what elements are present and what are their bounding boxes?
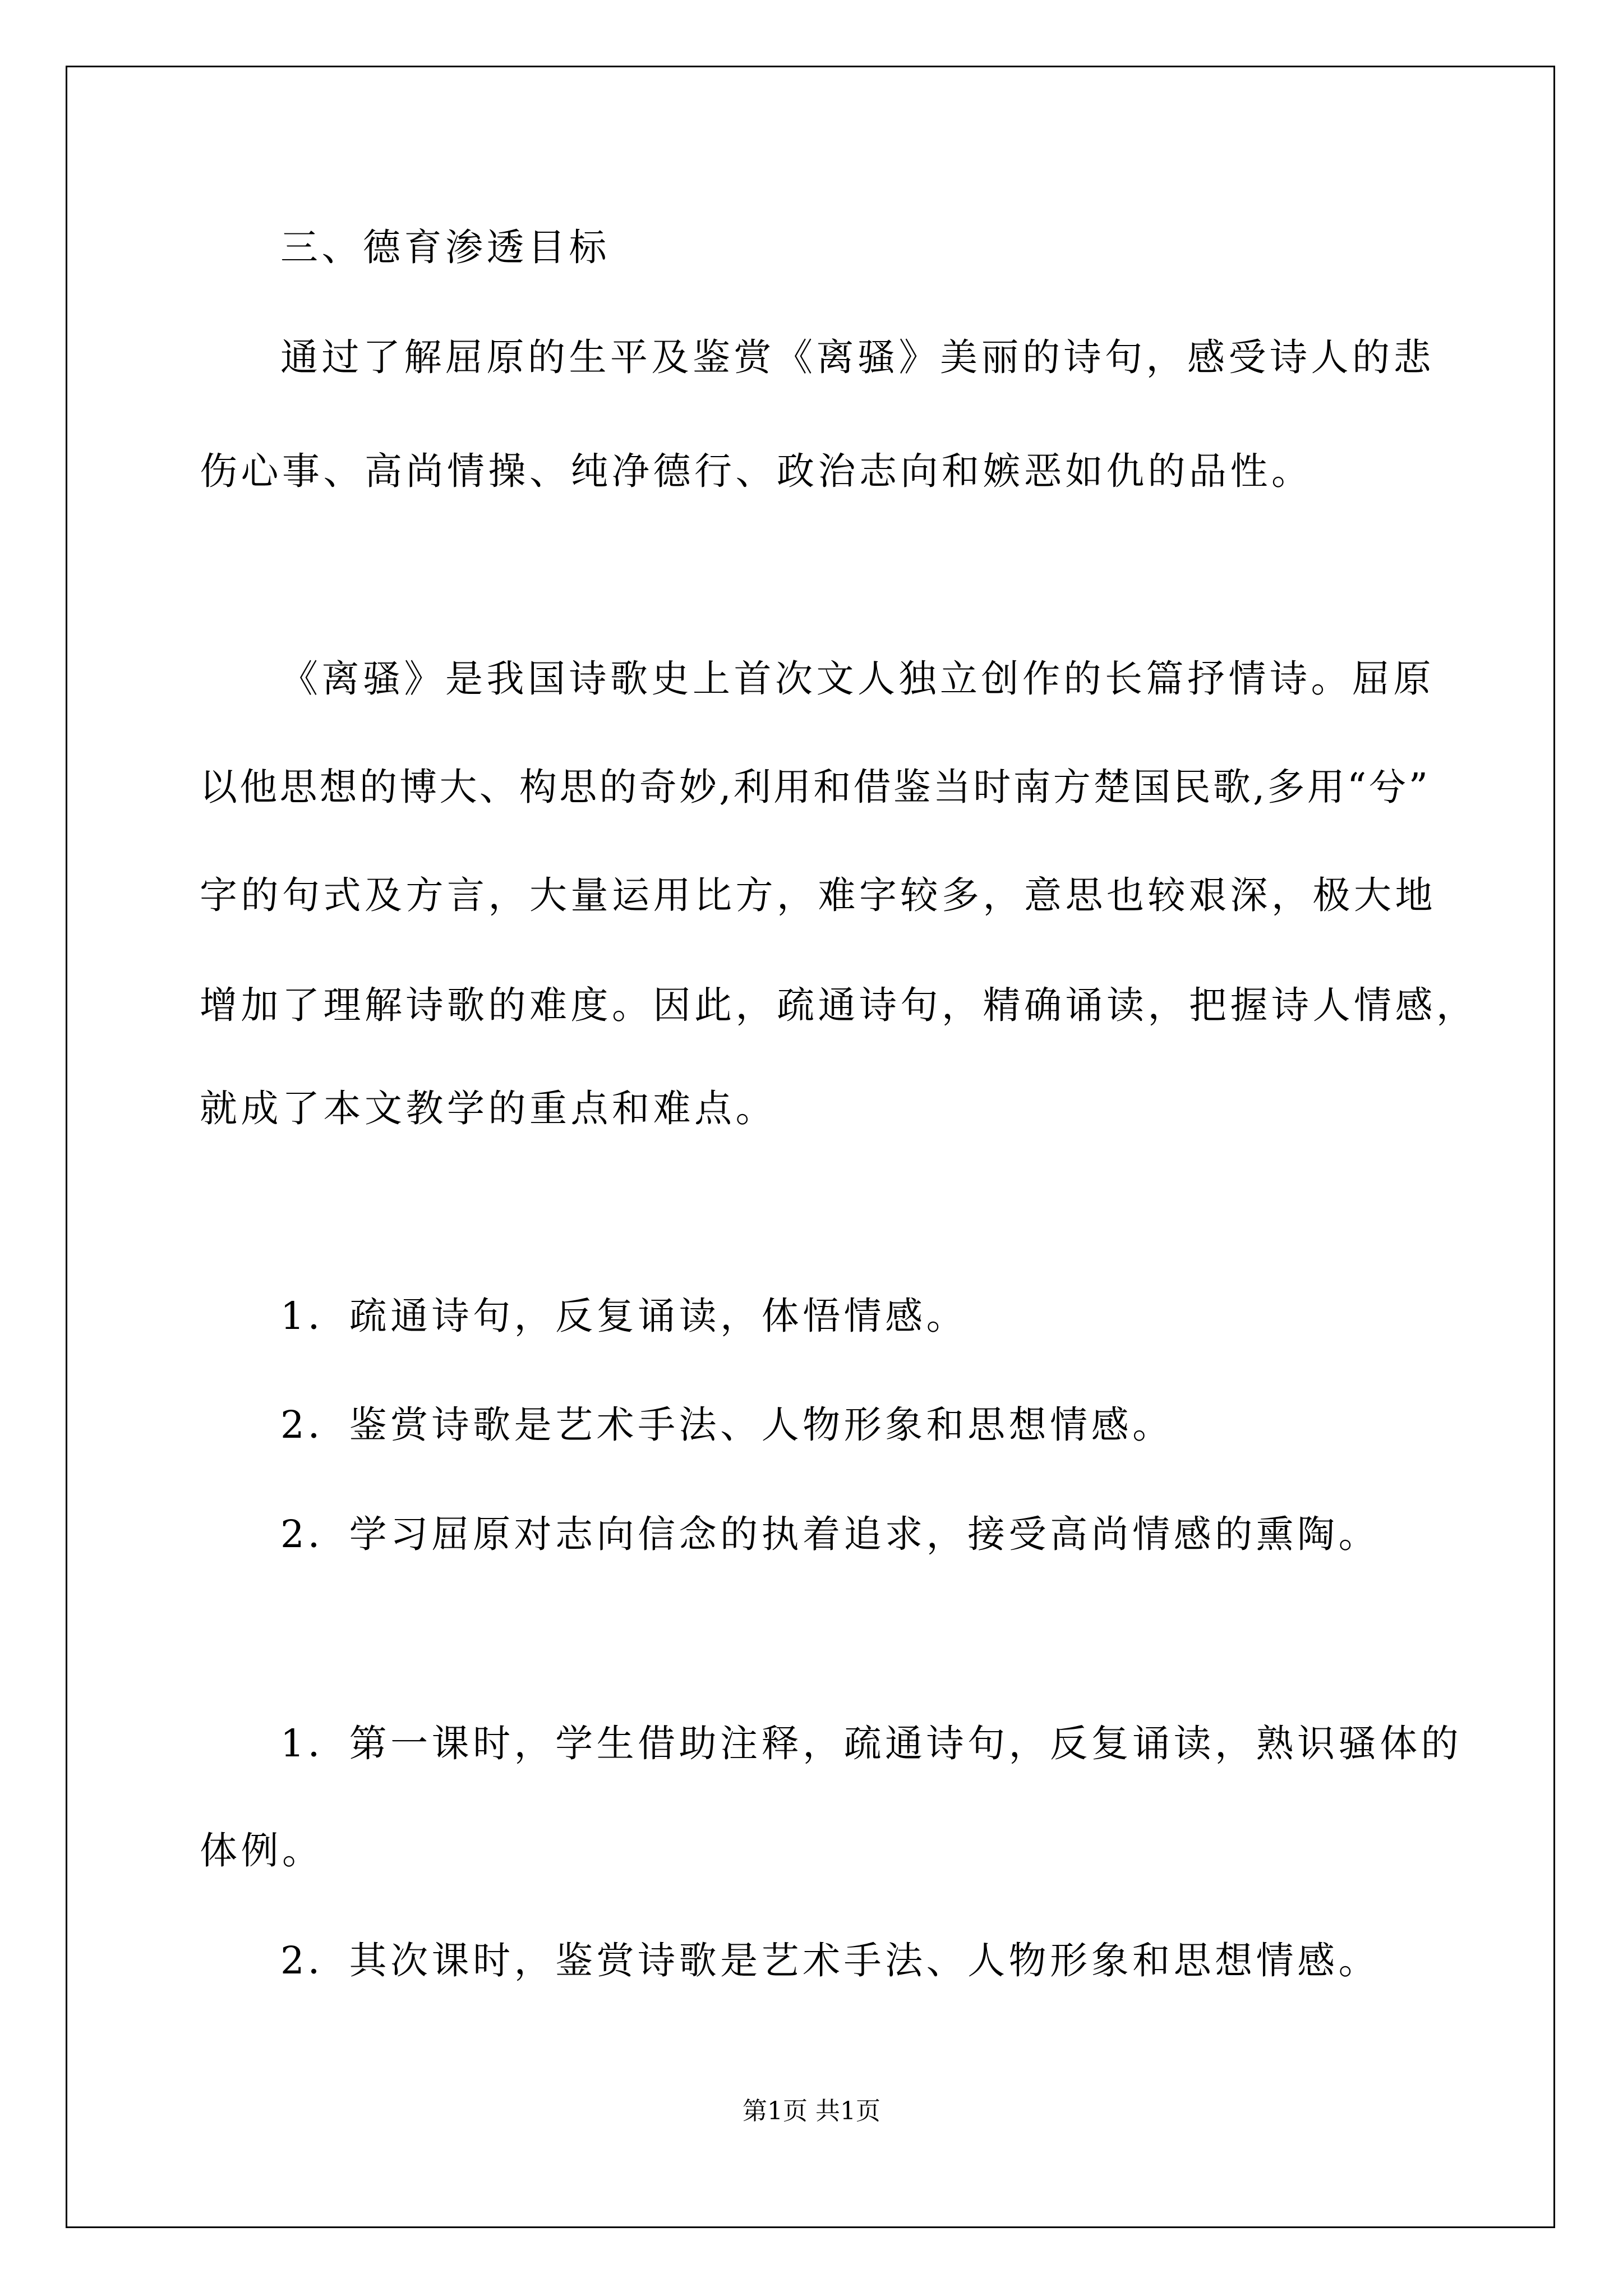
section-heading-moral-goal: 三、德育渗透目标 <box>280 226 610 269</box>
key-difficulty-line-5: 就成了本文教学的重点和难点。 <box>200 1087 777 1130</box>
key-difficulty-line-2: 以他思想的博大、构思的奇妙,利用和借鉴当时南方楚国民歌,多用“兮” <box>200 765 1428 809</box>
page-footer: 第1页 共1页 <box>743 2097 880 2125</box>
schedule-item-1-line-1: 1．第一课时，学生借助注释，疏通诗句，反复诵读，熟识骚体的 <box>280 1722 1463 1765</box>
goal-list-item-2: 2．鉴赏诗歌是艺术手法、人物形象和思想情感。 <box>280 1403 1174 1447</box>
goal-list-item-1: 1．疏通诗句，反复诵读，体悟情感。 <box>280 1294 968 1338</box>
goal-list-item-3: 2．学习屈原对志向信念的执着追求，接受高尚情感的熏陶。 <box>280 1512 1380 1556</box>
moral-goal-paragraph-line-2: 伤心事、高尚情操、纯净德行、政治志向和嫉恶如仇的品性。 <box>200 449 1313 493</box>
page-border <box>66 66 1555 2228</box>
schedule-item-2: 2．其次课时，鉴赏诗歌是艺术手法、人物形象和思想情感。 <box>280 1939 1380 1982</box>
moral-goal-paragraph-line-1: 通过了解屈原的生平及鉴赏《离骚》美丽的诗句，感受诗人的悲 <box>280 335 1435 379</box>
key-difficulty-line-4: 增加了理解诗歌的难度。因此，疏通诗句，精确诵读，把握诗人情感， <box>200 983 1478 1027</box>
key-difficulty-line-3: 字的句式及方言，大量运用比方，难字较多，意思也较艰深，极大地 <box>200 873 1436 917</box>
key-difficulty-line-1: 《离骚》是我国诗歌史上首次文人独立创作的长篇抒情诗。屈原 <box>280 657 1435 701</box>
schedule-item-1-line-2: 体例。 <box>200 1829 324 1872</box>
